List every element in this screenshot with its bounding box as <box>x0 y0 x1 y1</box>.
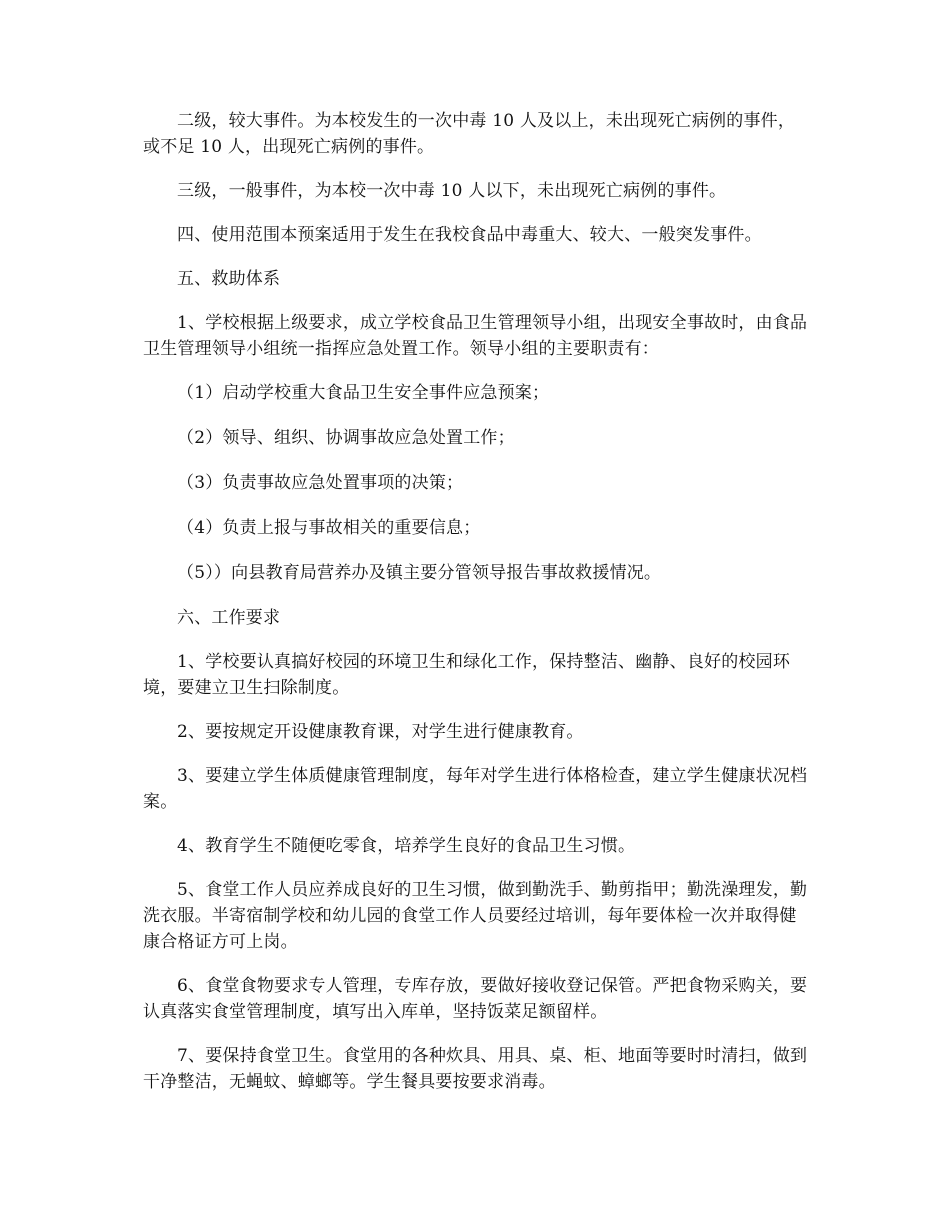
paragraph-requirement-1: 1、学校要认真搞好校园的环境卫生和绿化工作，保持整洁、幽静、良好的校园环境，要建立卫生扫除制度。 <box>143 652 791 698</box>
list-item-duty-2: （2）领导、组织、协调事故应急处置工作； <box>177 428 515 448</box>
paragraph-requirement-7: 7、要保持食堂卫生。食堂用的各种炊具、用具、桌、柜、地面等要时时清扫，做到干净整洁，无蝇蚊、蟑螂等。学生餐具要按要求消毒。 <box>143 1046 808 1092</box>
list-item-duty-5: （5））向县教育局营养办及镇主要分管领导报告事故救援情况。 <box>177 563 662 583</box>
paragraph-requirement-6: 6、食堂食物要求专人管理，专库存放，要做好接收登记保管。严把食物采购关，要认真落实食堂管理制度，填写出入库单，坚持饭菜足额留样。 <box>143 976 808 1022</box>
list-item-duty-4: （4）负责上报与事故相关的重要信息； <box>177 518 481 538</box>
heading-work-requirements: 六、工作要求 <box>177 608 281 628</box>
paragraph-rescue-1: 1、学校根据上级要求，成立学校食品卫生管理领导小组，出现安全事故时，由食品卫生管理领导小组统一指挥应急处置工作。领导小组的主要职责有： <box>143 313 808 359</box>
heading-rescue-system: 五、救助体系 <box>177 269 281 289</box>
list-item-duty-3: （3）负责事故应急处置事项的决策； <box>177 473 464 493</box>
paragraph-requirement-5: 5、食堂工作人员应养成良好的卫生习惯，做到勤洗手、勤剪指甲；勤洗澡理发，勤洗衣服。半寄宿制学校和幼儿园的食堂工作人员要经过培训，每年要体检一次并取得健康合格证方可上岗。 <box>143 880 808 952</box>
document-body <box>143 108 808 1095</box>
paragraph-requirement-4: 4、教育学生不随便吃零食，培养学生良好的食品卫生习惯。 <box>177 836 636 856</box>
paragraph-requirement-3: 3、要建立学生体质健康管理制度，每年对学生进行体格检查，建立学生健康状况档案。 <box>143 766 808 812</box>
paragraph-scope: 四、使用范围本预案适用于发生在我校食品中毒重大、较大、一般突发事件。 <box>177 225 762 245</box>
paragraph-level-two: 二级，较大事件。为本校发生的一次中毒 10 人及以上，未出现死亡病例的事件，或不足 10 人，出现死亡病例的事件。 <box>143 111 796 157</box>
list-item-duty-1: （1）启动学校重大食品卫生安全事件应急预案； <box>177 383 550 403</box>
paragraph-level-three: 三级，一般事件，为本校一次中毒 10 人以下，未出现死亡病例的事件。 <box>177 181 727 201</box>
paragraph-requirement-2: 2、要按规定开设健康教育课，对学生进行健康教育。 <box>177 722 584 742</box>
